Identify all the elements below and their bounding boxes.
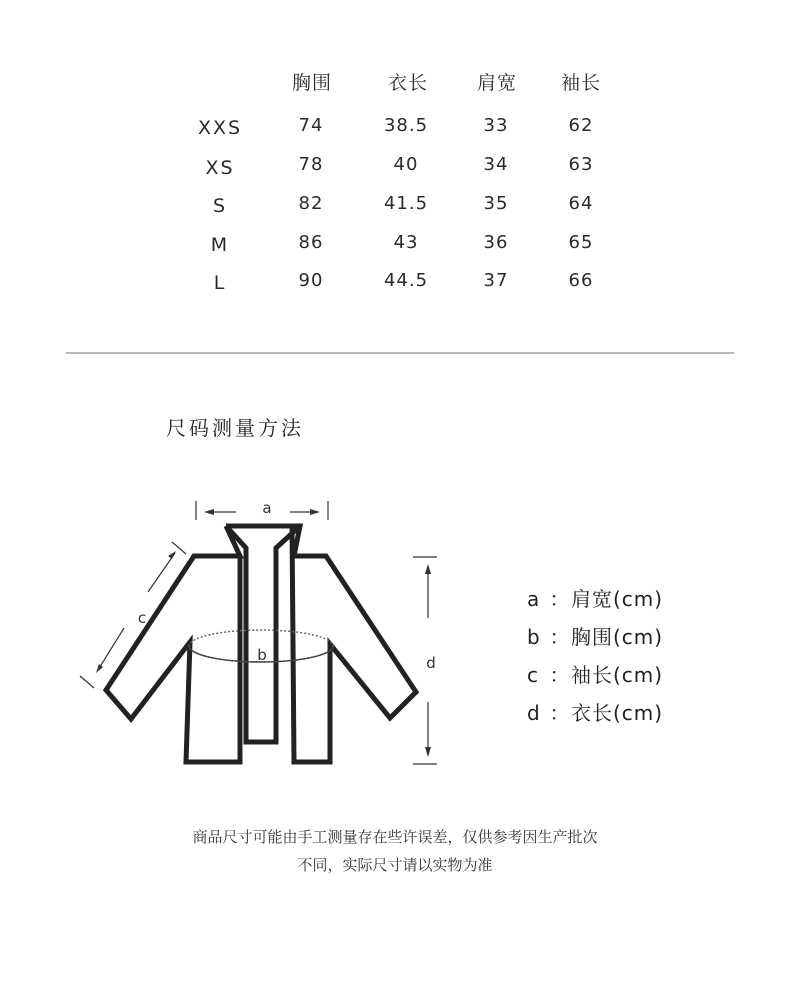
label-b: b <box>257 646 267 664</box>
cell-shoulder: 34 <box>483 154 509 175</box>
legend-key: b <box>527 625 541 649</box>
cell-sleeve: 62 <box>568 115 594 136</box>
cell-length: 38.5 <box>383 115 429 136</box>
cell-length: 41.5 <box>383 193 429 214</box>
cell-sleeve: 64 <box>568 193 594 214</box>
row-size-label: M <box>210 234 230 256</box>
legend-key: d <box>527 701 541 725</box>
legend-item-a <box>527 583 663 612</box>
cell-chest: 74 <box>298 115 324 136</box>
cell-sleeve: 66 <box>568 270 594 291</box>
measurement-method-title: 尺码测量方法 <box>166 416 304 440</box>
note-line-2: 不同，实际尺寸请以实物为准 <box>297 856 493 874</box>
measurement-note <box>0 823 790 879</box>
header-sleeve: 袖长 <box>560 72 601 94</box>
legend-key: c <box>527 663 539 687</box>
jacket-measurement-diagram <box>0 480 790 780</box>
section-divider <box>66 352 734 354</box>
cell-length: 44.5 <box>383 270 429 291</box>
cell-chest: 90 <box>298 270 324 291</box>
legend-sep: ： <box>549 587 571 611</box>
cell-sleeve: 65 <box>568 232 594 253</box>
label-a: a <box>262 499 272 517</box>
legend-sep: ： <box>549 663 571 687</box>
cell-shoulder: 36 <box>483 232 509 253</box>
header-shoulder: 肩宽 <box>476 72 517 94</box>
cell-sleeve: 63 <box>568 154 594 175</box>
legend-item-d <box>527 697 663 726</box>
cell-shoulder: 37 <box>483 270 509 291</box>
row-size-label: XS <box>205 157 235 179</box>
legend-sep: ： <box>549 701 571 725</box>
header-length: 衣长 <box>387 72 428 94</box>
row-size-label: S <box>212 195 228 217</box>
cell-chest: 82 <box>298 193 324 214</box>
jacket-outline <box>106 526 416 762</box>
cell-length: 40 <box>393 154 419 175</box>
header-chest: 胸围 <box>291 72 332 94</box>
legend-item-c <box>527 659 663 688</box>
legend-text: 肩宽(cm) <box>571 587 664 611</box>
label-c: c <box>137 609 147 627</box>
note-line-1: 商品尺寸可能由手工测量存在些许误差，仅供参考因生产批次 <box>192 828 598 846</box>
cell-chest: 86 <box>298 232 324 253</box>
cell-shoulder: 33 <box>483 115 509 136</box>
legend-key: a <box>527 587 541 611</box>
cell-length: 43 <box>393 232 419 253</box>
label-d: d <box>426 654 436 672</box>
cell-shoulder: 35 <box>483 193 509 214</box>
row-size-label: XXS <box>197 117 243 139</box>
legend-text: 袖长(cm) <box>571 663 664 687</box>
legend-sep: ： <box>549 625 571 649</box>
row-size-label: L <box>213 272 227 294</box>
legend-text: 衣长(cm) <box>571 701 664 725</box>
legend-item-b <box>527 621 663 650</box>
cell-chest: 78 <box>298 154 324 175</box>
legend-text: 胸围(cm) <box>571 625 664 649</box>
